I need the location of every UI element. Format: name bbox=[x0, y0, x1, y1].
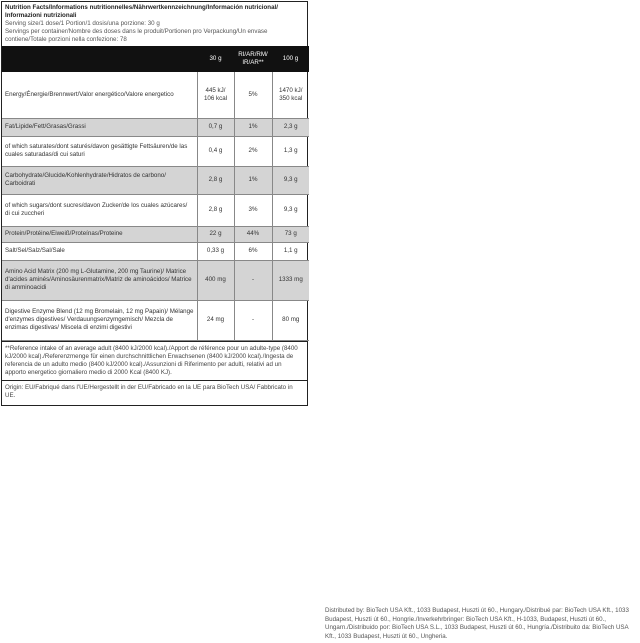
header-30g: 30 g bbox=[197, 46, 234, 72]
nutrient-label: Digestive Enzyme Blend (12 mg Bromelain, 12 mg Papain)/ Mélange d'enzymes digestives/ Verdauungsenzymgemisch/ Mezcla de enzimas digestivas/ Miscela di enzimi digestivi bbox=[2, 300, 197, 340]
nutrient-value: 9,3 g bbox=[272, 166, 309, 194]
nutrient-label: Amino Acid Matrix (200 mg L-Glutamine, 200 mg Taurine)/ Matrice d'acides aminés/Aminosäurenmatrix/Matriz de aminoácidos/ Matrice di amminoacidi bbox=[2, 260, 197, 300]
nutrient-label: Fat/Lipide/Fett/Grasas/Grassi bbox=[2, 118, 197, 136]
header-ri: RI/AR/RM/ IR/AR** bbox=[234, 46, 272, 72]
nutrient-value: 5% bbox=[234, 72, 272, 118]
nutrient-value: 1470 kJ/ 350 kcal bbox=[272, 72, 309, 118]
nutrition-table bbox=[2, 46, 309, 341]
nutrient-value: - bbox=[234, 260, 272, 300]
footnote: **Reference intake of an average adult (8400 kJ/2000 kcal)./Apport de référence pour un adulte-type (8400 kJ/2000 kcal)./Referenzmenge für einen durchschnittlichen Erwachsenen (8400 kJ/2000 kcal)./Ingesta de referencia de un adulto medio (8400 kJ/2000 kcal)./Assunzioni di Riferimento per adulti, relativi ad un apporto energetico giornaliero medio di 2000 Kcal (8400 KJ). bbox=[2, 341, 307, 380]
nutrient-label: Protein/Protéine/Eiweiß/Proteínas/Proteine bbox=[2, 226, 197, 242]
nutrient-value: 2% bbox=[234, 136, 272, 166]
nutrient-value: 6% bbox=[234, 242, 272, 260]
nutrient-value: 0,7 g bbox=[197, 118, 234, 136]
nutrient-label: of which sugars/dont sucres/davon Zucker/de los cuales azúcares/ di cui zuccheri bbox=[2, 194, 197, 226]
nutrient-value: 3% bbox=[234, 194, 272, 226]
header-label-cell bbox=[2, 46, 197, 72]
nutrient-label: Carbohydrate/Glucide/Kohlenhydrate/Hidratos de carbono/ Carboidrati bbox=[2, 166, 197, 194]
nutrient-value: - bbox=[234, 300, 272, 340]
title-line-2: Informazioni nutrizionali bbox=[5, 12, 77, 19]
nutrient-value: 22 g bbox=[197, 226, 234, 242]
nutrient-label: Energy/Énergie/Brennwert/Valor energético/Valore energetico bbox=[2, 72, 197, 118]
nutrient-row bbox=[2, 118, 309, 136]
nutrient-row bbox=[2, 226, 309, 242]
nutrient-row bbox=[2, 136, 309, 166]
serving-info bbox=[2, 20, 307, 46]
nutrient-value: 2,8 g bbox=[197, 166, 234, 194]
title-line-1: Nutrition Facts/Informations nutritionnelles/Nährwertkennzeichnung/Información nutricional/ bbox=[5, 4, 278, 11]
nutrient-row bbox=[2, 260, 309, 300]
nutrient-value: 445 kJ/ 106 kcal bbox=[197, 72, 234, 118]
nutrient-label: of which saturates/dont saturés/davon gesättigte Fettsäuren/de las cuales saturadas/di cui saturi bbox=[2, 136, 197, 166]
nutrient-row bbox=[2, 166, 309, 194]
nutrient-label: Salt/Sel/Salz/Sal/Sale bbox=[2, 242, 197, 260]
header-100g: 100 g bbox=[272, 46, 309, 72]
servings-per-container: Servings per container/Nombre des doses dans le produit/Portionen pro Verpackung/Un envase contiene/Totale porzioni nella confezione: 78 bbox=[5, 28, 268, 43]
nutrient-value: 9,3 g bbox=[272, 194, 309, 226]
nutrition-facts-panel bbox=[1, 1, 308, 406]
nutrition-title bbox=[2, 2, 307, 20]
nutrient-value: 2,8 g bbox=[197, 194, 234, 226]
distributor-text: Distributed by: BioTech USA Kft., 1033 Budapest, Huszti út 60., Hungary./Distribué par: BioTech USA Kft., 1033 Budapest, Huszti út 60., Hongrie./Inverkehrbringer: BioTech USA Kft., H-1033, Budapest, Huszti út 60., Ungarn./Distribuido por: BioTech USA S.L., 1033 Budapest, Huszti út 60., Hungría./Distribuito da: BioTech USA Kft., 1033 Budapest, Huszti út 60., Ungheria. bbox=[325, 607, 629, 640]
nutrient-value: 1% bbox=[234, 166, 272, 194]
nutrient-value: 1,3 g bbox=[272, 136, 309, 166]
nutrient-row bbox=[2, 242, 309, 260]
nutrient-value: 1% bbox=[234, 118, 272, 136]
origin: Origin: EU/Fabriqué dans l'UE/Hergestellt in der EU/Fabricado en la UE para BioTech USA/ Fabbricato in UE. bbox=[2, 380, 307, 403]
nutrient-value: 44% bbox=[234, 226, 272, 242]
nutrient-value: 2,3 g bbox=[272, 118, 309, 136]
nutrient-row bbox=[2, 300, 309, 340]
nutrient-row bbox=[2, 194, 309, 226]
nutrient-value: 1333 mg bbox=[272, 260, 309, 300]
nutrient-value: 73 g bbox=[272, 226, 309, 242]
nutrient-value: 1,1 g bbox=[272, 242, 309, 260]
nutrient-value: 400 mg bbox=[197, 260, 234, 300]
nutrient-value: 24 mg bbox=[197, 300, 234, 340]
serving-size: Serving size/1 dose/1 Portion/1 dosis/una porzione: 30 g bbox=[5, 20, 160, 27]
nutrient-value: 80 mg bbox=[272, 300, 309, 340]
nutrient-value: 0,33 g bbox=[197, 242, 234, 260]
nutrient-row bbox=[2, 72, 309, 118]
nutrient-value: 0,4 g bbox=[197, 136, 234, 166]
